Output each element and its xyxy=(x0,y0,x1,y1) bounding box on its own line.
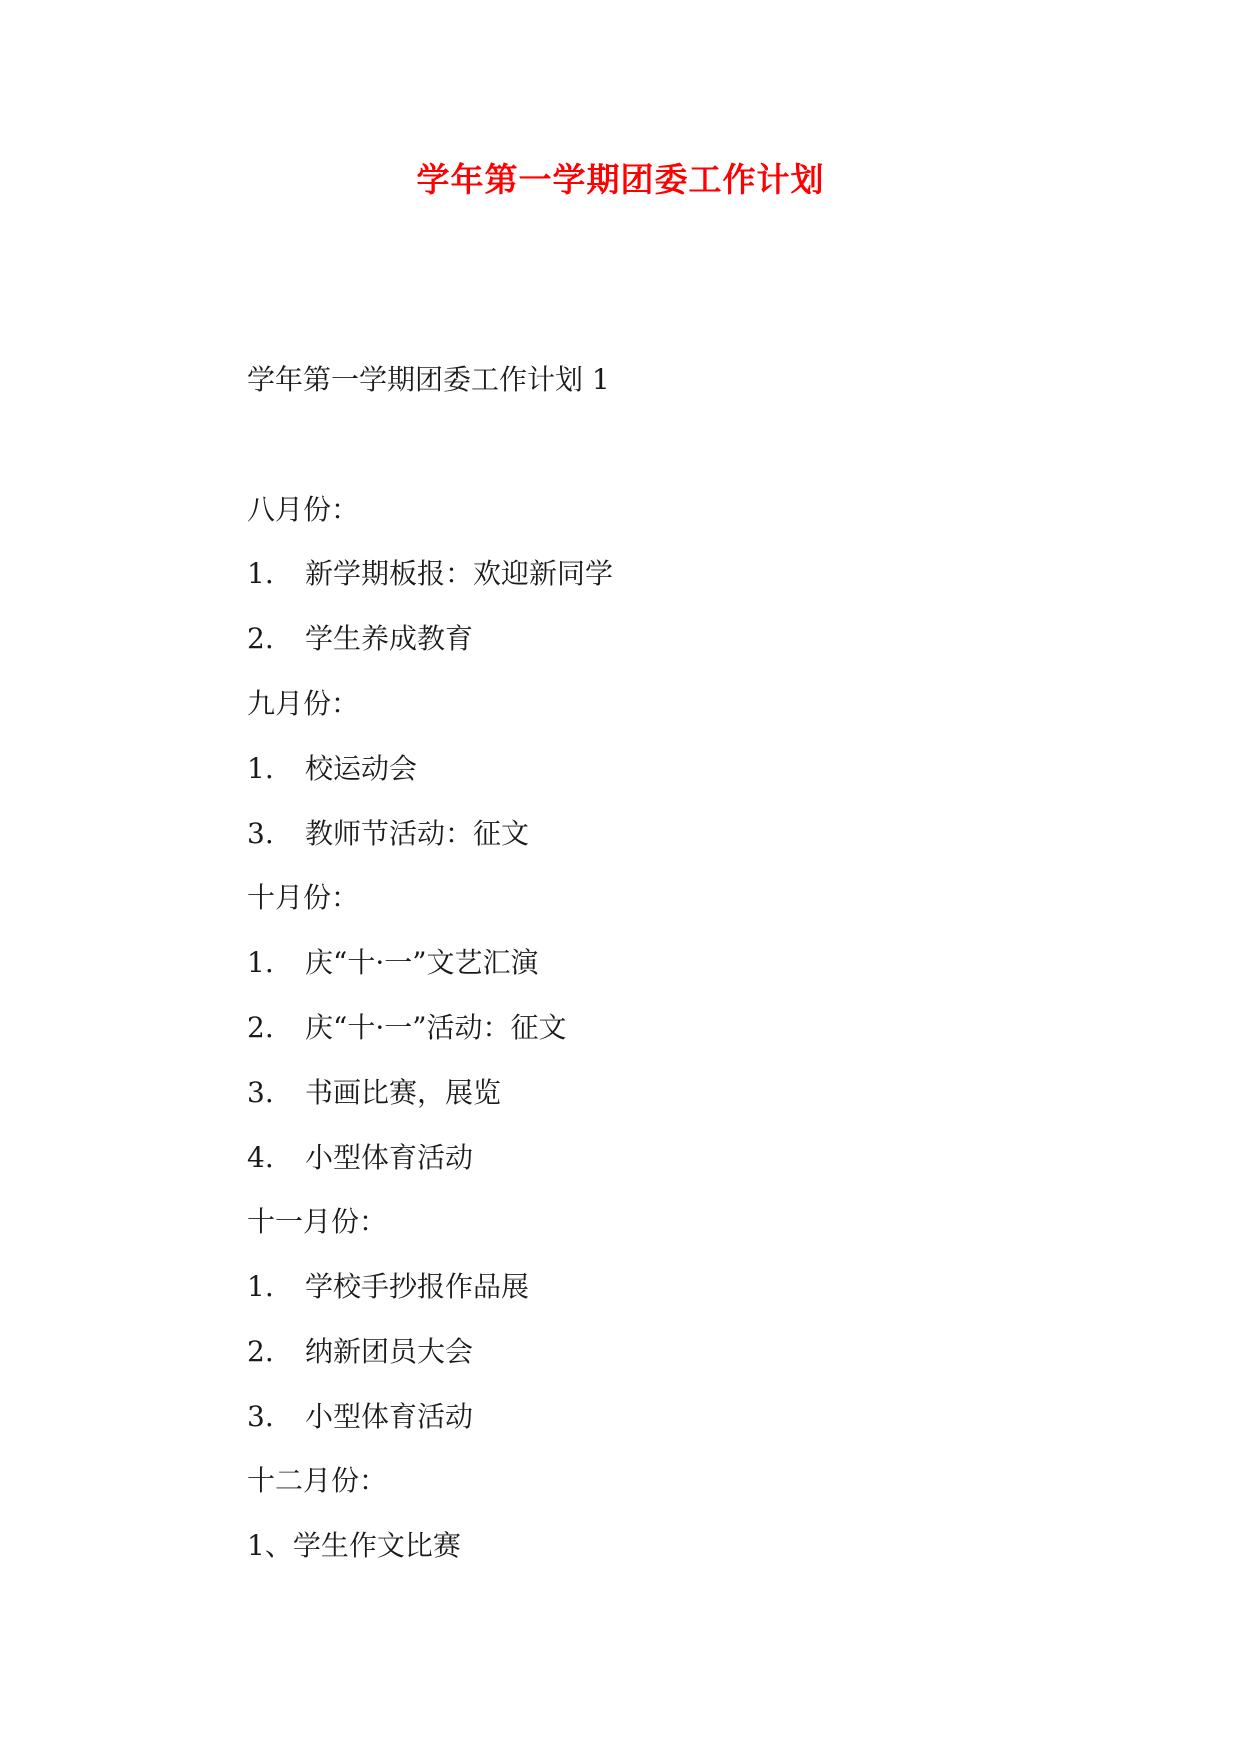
section-subtitle: 学年第一学期团委工作计划 1 xyxy=(247,363,610,396)
item-text: 学校手抄报作品展 xyxy=(305,1270,530,1303)
month-heading-december: 十二月份： xyxy=(247,1464,388,1497)
month-heading-september: 九月份： xyxy=(247,687,360,720)
list-item xyxy=(247,1399,473,1435)
list-item xyxy=(247,556,613,592)
document-title: 学年第一学期团委工作计划 xyxy=(416,160,825,199)
list-item xyxy=(247,1528,461,1564)
list-item xyxy=(247,945,539,981)
item-number: 1. xyxy=(247,1270,274,1303)
item-number: 2. xyxy=(247,1011,274,1044)
item-text: 庆“十·一”文艺汇演 xyxy=(305,946,539,979)
item-text: 庆“十·一”活动：征文 xyxy=(305,1011,567,1044)
month-heading-august: 八月份： xyxy=(247,493,360,526)
item-text: 小型体育活动 xyxy=(305,1400,474,1433)
item-number: 2. xyxy=(247,622,274,655)
list-item xyxy=(247,751,417,787)
item-number: 2. xyxy=(247,1335,274,1368)
month-heading-october: 十月份： xyxy=(247,881,360,914)
month-heading-november: 十一月份： xyxy=(247,1205,388,1238)
item-text: 纳新团员大会 xyxy=(305,1335,474,1368)
item-text: 教师节活动：征文 xyxy=(305,817,530,850)
item-text: 1、学生作文比赛 xyxy=(247,1529,461,1562)
list-item xyxy=(247,1334,473,1370)
list-item xyxy=(247,1269,529,1305)
item-number: 1. xyxy=(247,557,274,590)
list-item xyxy=(247,1140,473,1176)
item-number: 1. xyxy=(247,752,274,785)
item-text: 学生养成教育 xyxy=(305,622,474,655)
list-item xyxy=(247,1075,501,1111)
item-text: 小型体育活动 xyxy=(305,1141,474,1174)
item-number: 4. xyxy=(247,1141,274,1174)
list-item xyxy=(247,621,473,657)
item-text: 校运动会 xyxy=(305,752,418,785)
item-text: 书画比赛，展览 xyxy=(305,1076,502,1109)
item-number: 3. xyxy=(247,817,274,850)
item-number: 3. xyxy=(247,1400,274,1433)
list-item xyxy=(247,816,529,852)
item-text: 新学期板报：欢迎新同学 xyxy=(305,557,614,590)
item-number: 3. xyxy=(247,1076,274,1109)
item-number: 1. xyxy=(247,946,274,979)
list-item xyxy=(247,1010,567,1046)
